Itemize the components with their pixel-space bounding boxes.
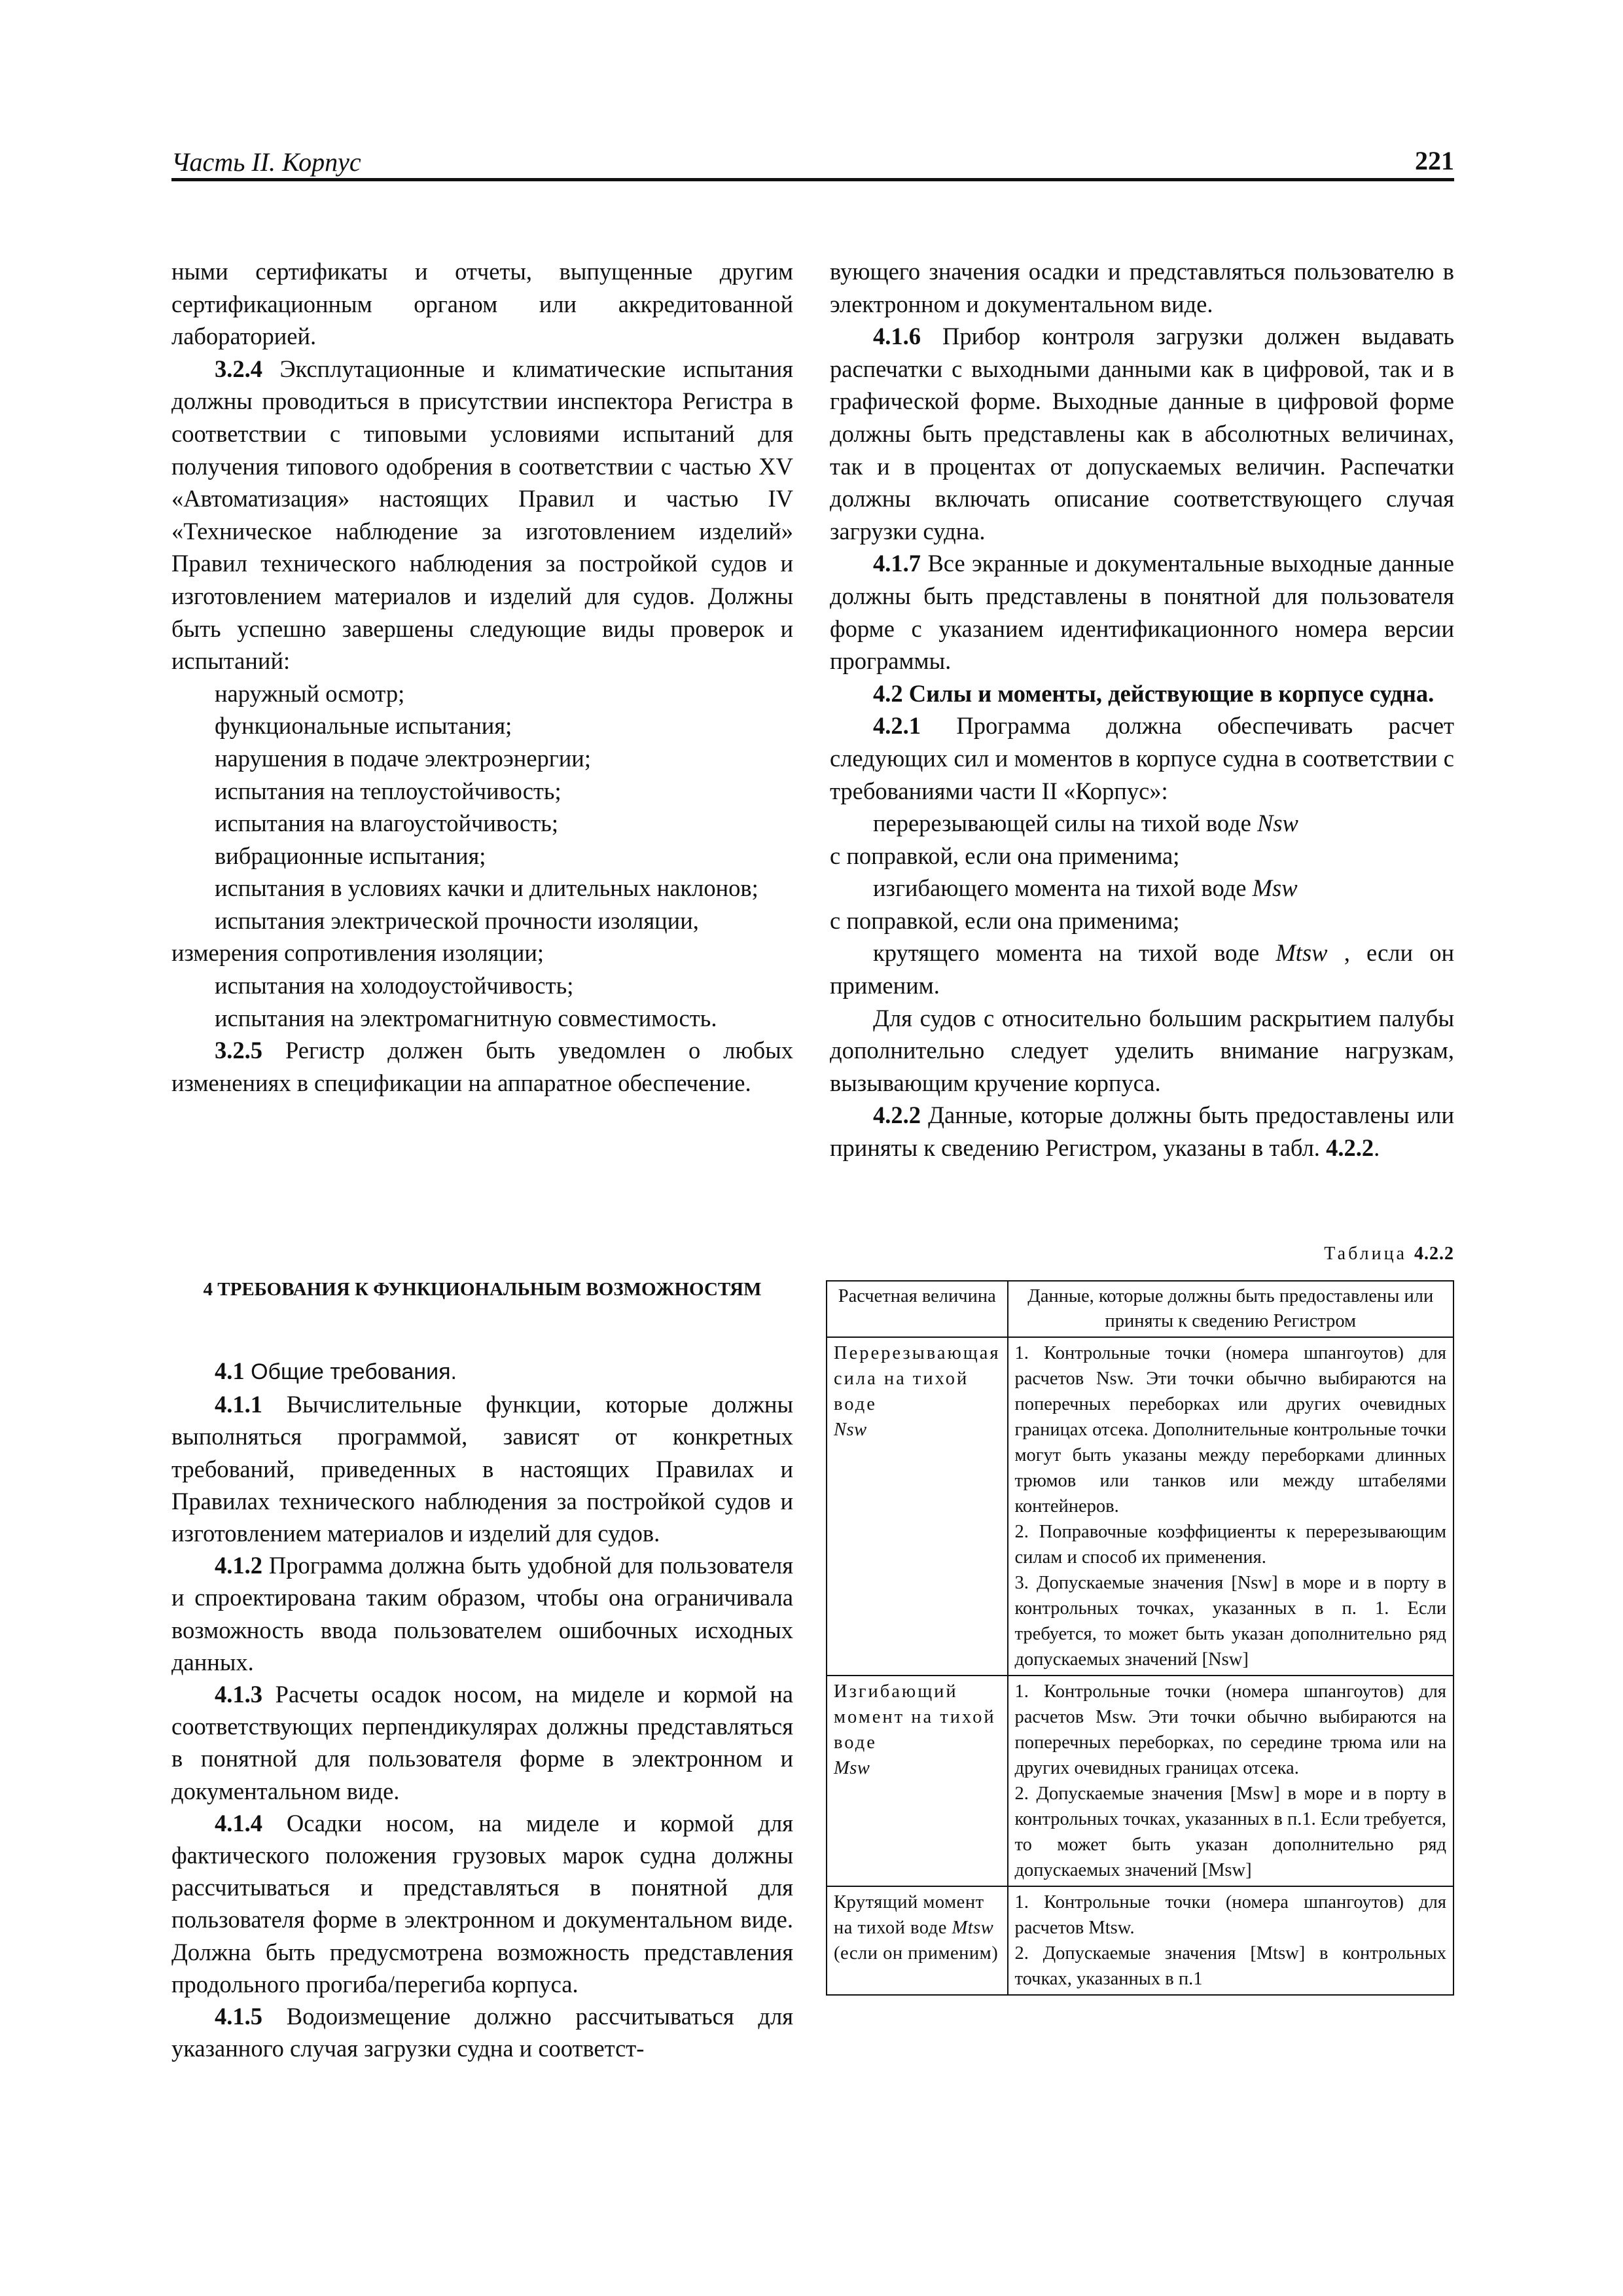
subsection-title: 4.2 Силы и моменты, действующие в корпусе судна. [873,679,1435,707]
paragraph-4-1-7: 4.1.7 Все экранные и документальные выходные данные должны быть представлены в понятной для пользователя форме с указанием идентификационного номера версии программы. [830,550,1454,675]
paragraph-4-1-4: 4.1.4 Осадки носом, на миделе и кормой для фактического положения грузовых марок судна должны рассчитываться и представляться в понятной для пользователя форме в электронном и документальном виде. Должна быть предусмотрена возможность представления продольного прогиба/перегиба корпуса. [171,1809,793,1998]
list-item: испытания электрической прочности изоляции, измерения сопротивления изоляции; [171,906,699,967]
table-cell: 1. Контрольные точки (номера шпангоутов) для расчетов Msw. Эти точки обычно выбираются на поперечных переборках, по середине трюма или на других очевидных границах отсека. 2. Допускаемые значения [Msw] в море и в порту в контрольных точках, указанных в п.1. Если требуется, то может быть указан дополнительно ряд допускаемых значений [Msw] [1008,1676,1454,1886]
paragraph-4-1-6: 4.1.6 Прибор контроля загрузки должен выдавать распечатки с выходными данными как в цифровой, так и в графической форме. Выходные данные в цифровой форме должны быть представлены как в абсолютных величинах, так и в процентах от допускаемых величин. Распечатки должны включать описание соответствующего случая загрузки судна. [830,323,1454,545]
paragraph: ными сертификаты и отчеты, выпущенные другим сертификационным органом или аккредитованной лабораторией. [171,258,793,350]
table-cell: Изгибающий момент на тихой воде Msw [827,1676,1008,1886]
paragraph: Для судов с относительно большим раскрытием палубы дополнительно следует уделить внимание нагрузкам, вызывающим кручение корпуса. [830,1004,1454,1096]
list-item: испытания в условиях качки и длительных наклонов; [215,874,758,902]
paragraph-4-1-5: 4.1.5 Водоизмещение должно рассчитываться для указанного случая загрузки судна и соответст- [171,2003,793,2062]
paragraph-3-2-5: 3.2.5 Регистр должен быть уведомлен о любых изменениях в спецификации на аппаратное обеспечение. [171,1037,793,1096]
right-column [830,255,1454,1164]
table-row [827,1676,1454,1886]
data-table [826,1280,1454,1996]
table-cell: Крутящий момент на тихой воде Mtsw (если он применим) [827,1886,1008,1995]
list-item-cont: с поправкой, если она применима; [830,906,1180,934]
paragraph-3-2-4: 3.2.4 Эксплутационные и климатические испытания должны проводиться в присутствии инспектора Регистра в соответствии с типовыми условиями испытаний для получения типового одобрения в соответствии с частью XV «Автоматизация» настоящих Правил и частью IV «Техническое наблюдение за изготовлением изделий» Правил технического наблюдения за постройкой судов и изготовлением материалов и изделий для судов. Должны быть успешно завершены следующие виды проверок и испытаний: [171,355,793,675]
list-item: наружный осмотр; [215,679,405,707]
list-item: функциональные испытания; [215,712,512,740]
table-header-row [827,1281,1454,1337]
list-item: перерезывающей силы на тихой воде Nsw [873,810,1298,837]
list-item: испытания на электромагнитную совместимость. [215,1004,717,1031]
list-item-cont: с поправкой, если она применима; [830,842,1180,869]
list-item: крутящего момента на тихой воде Mtsw , если он применим. [830,939,1455,999]
list-item: изгибающего момента на тихой воде Msw [873,874,1298,902]
list-item: нарушения в подаче электроэнергии; [215,744,591,772]
table-row [827,1886,1454,1995]
left-column [171,255,793,1099]
paragraph-4-1-2: 4.1.2 Программа должна быть удобной для пользователя и спроектирована таким образом, чтобы она ограничивала возможность ввода пользователем ошибочных исходных данных. [171,1552,793,1676]
paragraph-4-1-3: 4.1.3 Расчеты осадок носом, на миделе и кормой на соответствующих перпендикулярах должны представляться в понятной для пользователя форме в электронном и документальном виде. [171,1681,793,1804]
subsection-title: 4.1 Общие требования. [215,1357,457,1384]
page-header [171,143,1454,181]
list-item: испытания на влагоустойчивость; [215,810,558,837]
list-item: испытания на холодоустойчивость; [215,972,574,999]
section-heading: 4 ТРЕБОВАНИЯ К ФУНКЦИОНАЛЬНЫМ ВОЗМОЖНОСТЯМ [203,1279,762,1300]
running-title: Часть II. Корпус [171,147,361,177]
paragraph-4-2-2: 4.2.2 Данные, которые должны быть предоставлены или приняты к сведению Регистром, указаны в табл. 4.2.2. [830,1102,1454,1162]
list-item: испытания на теплоустойчивость; [215,777,562,804]
paragraph: вующего значения осадки и представляться пользователю в электронном и документальном виде. [830,258,1454,317]
column-header: Данные, которые должны быть предоставлены или приняты к сведению Регистром [1008,1281,1454,1337]
table-row [827,1337,1454,1676]
table-cell: 1. Контрольные точки (номера шпангоутов) для расчетов Mtsw. 2. Допускаемые значения [Mtsw] в контрольных точках, указанных в п.1 [1008,1886,1454,1995]
table-caption: Таблица 4.2.2 [1324,1244,1454,1264]
table-cell: 1. Контрольные точки (номера шпангоутов) для расчетов Nsw. Эти точки обычно выбираются на поперечных переборках или других очевидных границах отсека. Дополнительные контрольные точки могут быть указаны между переборками длинных трюмов или танков или между штабелями контейнеров. 2. Поправочные коэффициенты к перерезывающим силам и способ их применения. 3. Допускаемые значения [Nsw] в море и в порту в контрольных точках, указанных в п. 1. Если требуется, то может быть указан дополнительно ряд допускаемых значений [Nsw] [1008,1337,1454,1676]
section-4-1 [171,1355,793,2064]
paragraph-4-2-1: 4.2.1 Программа должна обеспечивать расчет следующих сил и моментов в корпусе судна в соответствии с требованиями части II «Корпус»: [830,712,1454,804]
column-header: Расчетная величина [827,1281,1008,1337]
table-cell: Перерезывающая сила на тихой воде Nsw [827,1337,1008,1676]
list-item: вибрационные испытания; [215,842,486,869]
page-number: 221 [1415,146,1454,175]
paragraph-4-1-1: 4.1.1 Вычислительные функции, которые должны выполняться программой, зависят от конкретных требований, приведенных в настоящих Правилах и Правилах технического наблюдения за постройкой судов и изготовлением материалов и изделий для судов. [171,1391,793,1547]
